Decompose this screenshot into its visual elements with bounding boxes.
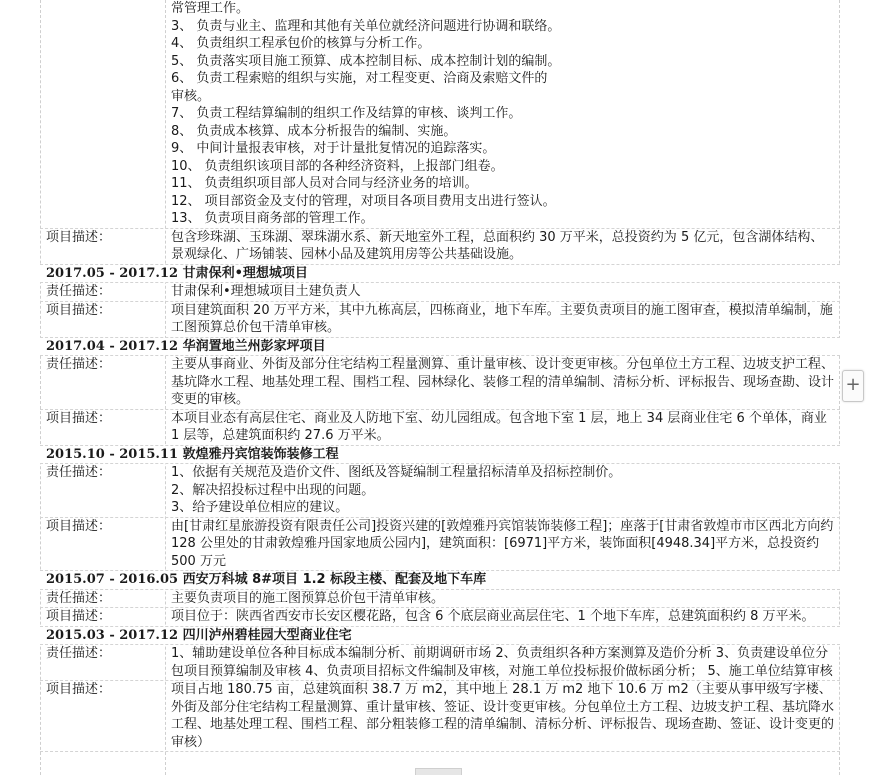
duty-row	[40, 590, 840, 609]
duty-line: 3、 负责与业主、监理和其他有关单位就经济问题进行协调和联络。	[171, 18, 561, 34]
project-header	[40, 338, 840, 357]
project-desc-text: 由[甘肃红星旅游投资有限责任公司]投资兴建的[敦煌雅丹宾馆装饰装修工程]；座落于[甘肃省敦煌市市区西北方向约 128 公里处的甘肃敦煌雅丹国家地质公园内]，建筑面积：[6971]平方米，装饰面积[4948.34]平方米，总投资约 500 万元	[171, 518, 834, 569]
duty-list	[165, 464, 840, 517]
project-period: 2015.10 - 2015.11	[46, 446, 179, 462]
prev-duty-row	[40, 0, 840, 229]
project-name: 四川泸州碧桂园大型商业住宅	[182, 627, 352, 643]
project-period: 2017.05 - 2017.12	[46, 265, 179, 281]
project-period: 2015.07 - 2016.05	[46, 572, 179, 587]
project-desc-text: 项目占地 180.75 亩，总建筑面积 38.7 万 m2，其中地上 28.1 万 m2 地下 10.6 万 m2（主要从事甲级写字楼、外街及部分住宅结构工程量测算、重计量审核、签证、设计变更审核。分包单位土方工程、边坡支护工程、基坑降水工程、地基处理工程、围档工程、部分粗装修工程的清单编制、清标分析、评标报告、现场查勘、签证、设计变更的审核）	[171, 682, 835, 750]
duty-text: 主要从事商业、外街及部分住宅结构工程量测算、重计量审核、设计变更审核。分包单位土方工程、边坡支护工程、基坑降水工程、地基处理工程、围档工程、园林绿化、装修工程的清单编制、清标分析、评标报告、现场查勘、设计变更的审核。	[171, 357, 835, 407]
duty-label: 责任描述：	[46, 646, 112, 661]
project-desc-row	[40, 229, 840, 265]
project-desc-label: 项目描述：	[46, 410, 112, 426]
prev-duty-list	[165, 0, 840, 228]
resume-table	[40, 0, 840, 752]
project-desc-row	[40, 302, 840, 338]
project-name: 敦煌雅丹宾馆装饰装修工程	[182, 446, 339, 462]
duty-line: 9、 中间计量报表审核，对于计量批复情况的追踪落实。	[171, 141, 496, 156]
duty-label: 责任描述：	[46, 357, 112, 372]
project-header	[40, 627, 840, 646]
project-desc-text: 项目建筑面积 20 万平方米，其中九栋高层，四栋商业，地下车库。主要负责项目的施工图审查，模拟清单编制，施工图预算总价包干清单审核。	[171, 302, 833, 335]
project-desc-row	[40, 608, 840, 627]
project-name: 华润置地兰州彭家坪项目	[182, 338, 326, 354]
duty-label: 责任描述：	[46, 465, 112, 480]
duty-line: 2、解决招投标过程中出现的问题。	[171, 482, 375, 498]
duty-line: 13、 负责项目商务部的管理工作。	[171, 211, 374, 226]
project-period: 2017.04 - 2017.12	[46, 338, 179, 354]
duty-text: 主要负责项目的施工图预算总价包干清单审核。	[171, 590, 445, 606]
duty-line: 审核。	[171, 88, 211, 104]
row-label-empty	[40, 0, 165, 228]
duty-line: 10、 负责组织该项目部的各种经济资料，上报部门组卷。	[171, 158, 504, 174]
duty-text: 甘肃保利•理想城项目土建负责人	[171, 284, 361, 299]
project-name: 西安万科城 8#项目 1.2 标段主楼、配套及地下车库	[182, 572, 487, 587]
project-desc-text: 本项目业态有高层住宅、商业及人防地下室、幼儿园组成。包含地下室 1 层，地上 34 层商业住宅 6 个单体，商业 1 层等，总建筑面积约 27.6 万平米。	[171, 410, 827, 443]
project-period: 2015.03 - 2017.12	[46, 627, 179, 643]
project-desc-label: 项目描述：	[46, 302, 112, 318]
project-desc-row	[40, 681, 840, 752]
project-desc-text: 项目位于：陕西省西安市长安区樱花路，包含 6 个底层商业高层住宅、1 个地下车库，总建筑面积约 8 万平米。	[171, 609, 815, 624]
duty-row	[40, 464, 840, 518]
duty-line: 11、 负责组织项目部人员对合同与经济业务的培训。	[171, 176, 478, 191]
duty-row	[40, 645, 840, 681]
project-desc-row	[40, 518, 840, 572]
project-desc-label: 项目描述：	[46, 609, 112, 624]
duty-row	[40, 283, 840, 302]
duty-label: 责任描述：	[46, 284, 112, 299]
duty-line: 6、 负责工程索赔的组织与实施，对工程变更、洽商及索赔文件的	[171, 71, 548, 86]
duty-line: 3、给予建设单位相应的建议。	[171, 500, 349, 515]
add-row-button[interactable]: +	[842, 370, 864, 402]
project-header	[40, 265, 840, 284]
duty-row	[40, 356, 840, 410]
project-desc-row	[40, 410, 840, 446]
project-desc-label: 项目描述：	[46, 229, 112, 245]
duty-line: 7、 负责工程结算编制的组织工作及结算的审核、谈判工作。	[171, 106, 522, 121]
project-desc-label: 项目描述：	[46, 682, 112, 697]
duty-line: 4、 负责组织工程承包价的核算与分析工作。	[171, 36, 431, 51]
duty-label: 责任描述：	[46, 590, 112, 606]
horizontal-scrollbar[interactable]	[415, 768, 462, 775]
project-desc-label: 项目描述：	[46, 518, 112, 534]
duty-line: 8、 负责成本核算、成本分析报告的编制、实施。	[171, 123, 457, 139]
duty-line: 1、依据有关规范及造价文件、图纸及答疑编制工程量招标清单及招标控制价。	[171, 465, 622, 480]
duty-line: 常管理工作。	[171, 1, 250, 16]
project-name: 甘肃保利•理想城项目	[182, 265, 308, 281]
project-header	[40, 446, 840, 465]
duty-text: 1、辅助建设单位各种目标成本编制分析、前期调研市场 2、负责组织各种方案测算及造价分析 3、负责建设单位分包项目预算编制及审核 4、负责项目招标文件编制及审核，对施工单位投标报价做标函分析； 5、施工单位结算审核	[171, 646, 833, 679]
project-desc-text: 包含珍珠湖、玉珠湖、翠珠湖水系、新天地室外工程，总面积约 30 万平米，总投资约为 5 亿元，包含湖体结构、景观绿化、广场铺装、园林小品及建筑用房等公共基础设施。	[171, 229, 824, 262]
project-header	[40, 571, 840, 590]
duty-line: 5、 负责落实项目施工预算、成本控制目标、成本控制计划的编制。	[171, 53, 561, 69]
duty-line: 12、 项目部资金及支付的管理，对项目各项目费用支出进行签认。	[171, 193, 556, 209]
